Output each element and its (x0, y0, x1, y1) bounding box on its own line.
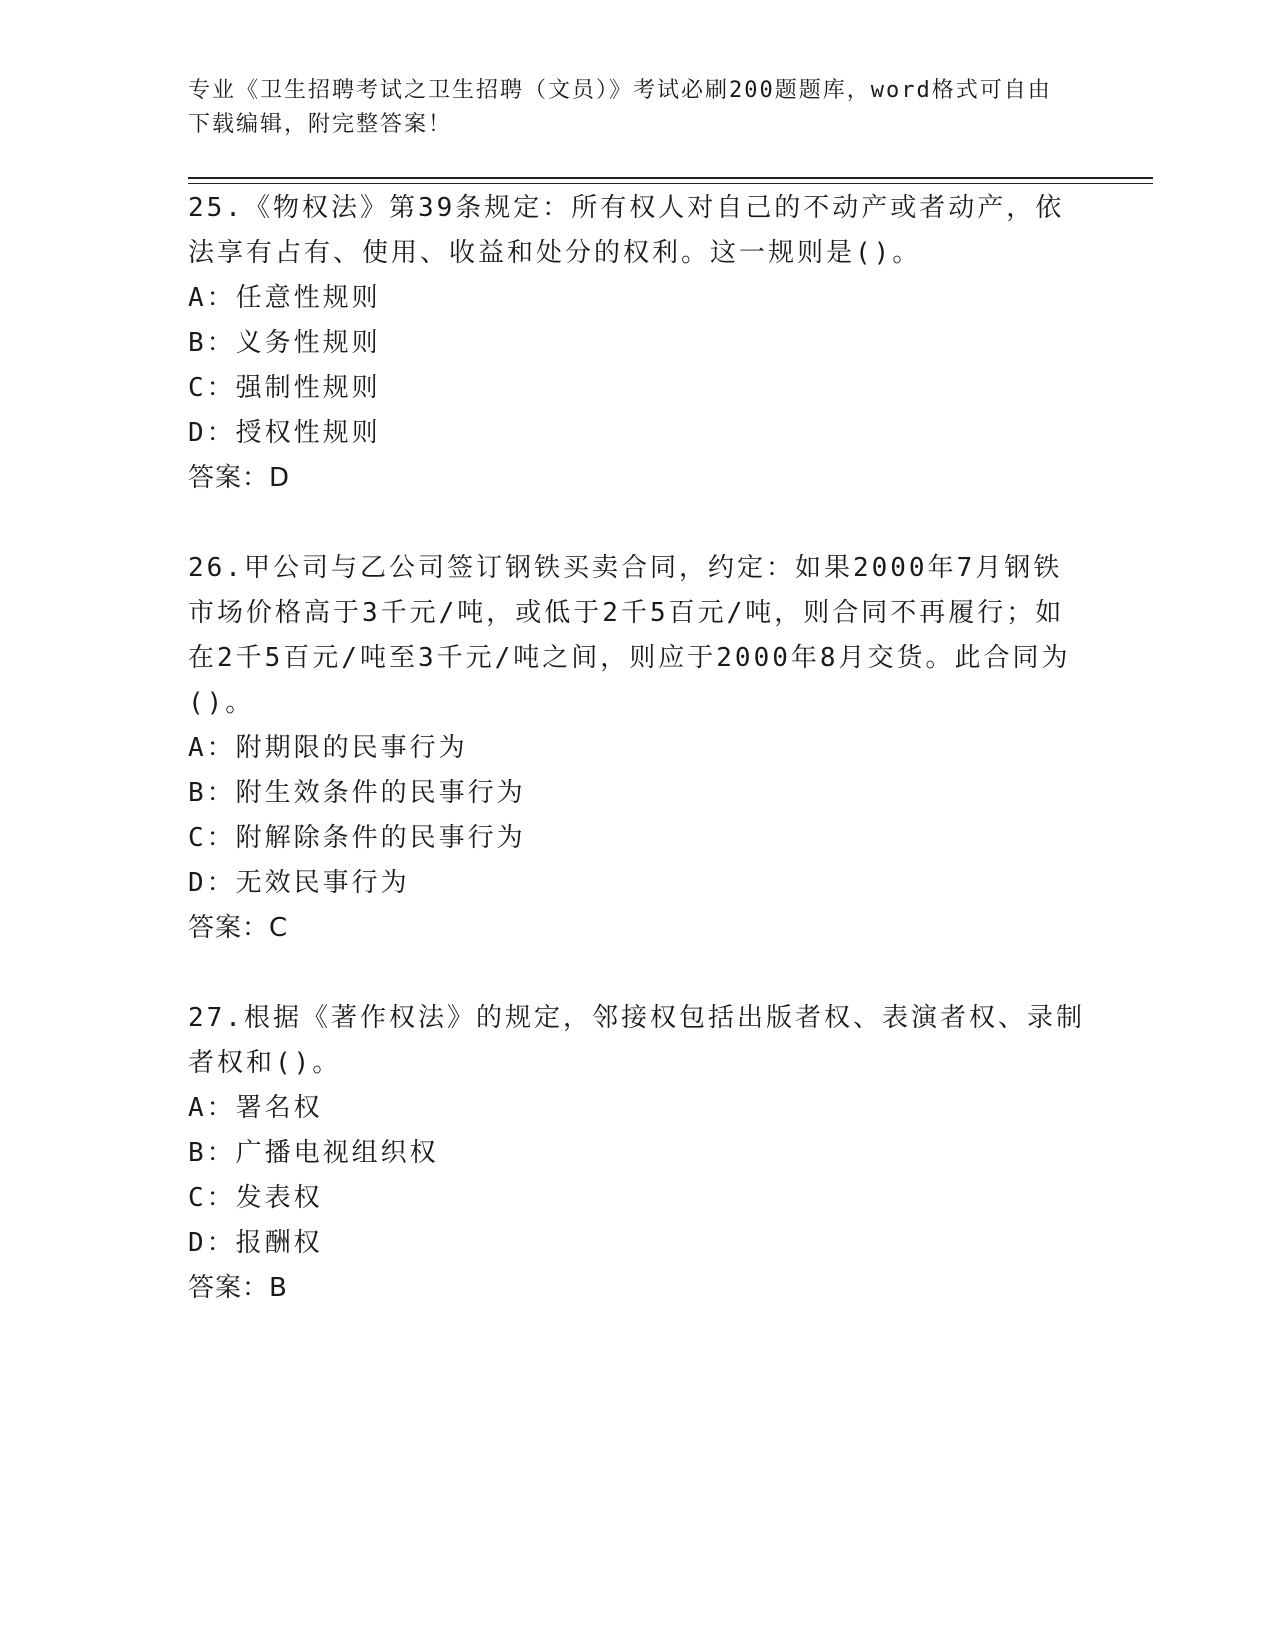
option-a: A：任意性规则 (188, 283, 381, 313)
question-27 (188, 996, 1088, 1311)
answer-value: C (269, 913, 289, 943)
question-stem: 25.《物权法》第39条规定：所有权人对自己的不动产或者动产，依法享有占有、使用、收益和处分的权利。这一规则是()。 (188, 193, 1065, 268)
option-d: D：授权性规则 (188, 418, 381, 448)
option-c: C：发表权 (188, 1183, 323, 1213)
answer-line (188, 456, 1088, 501)
question-stem: 26.甲公司与乙公司签订钢铁买卖合同，约定：如果2000年7月钢铁市场价格高于3千元/吨，或低于2千5百元/吨，则合同不再履行；如在2千5百元/吨至3千元/吨之间，则应于2000年8月交货。此合同为()。 (188, 553, 1071, 718)
option-b: B：广播电视组织权 (188, 1138, 439, 1168)
question-stem: 27.根据《著作权法》的规定，邻接权包括出版者权、表演者权、录制者权和()。 (188, 1003, 1085, 1078)
answer-value: B (269, 1273, 288, 1303)
answer-line (188, 906, 1088, 951)
answer-line (188, 1266, 1088, 1311)
option-d: D：报酬权 (188, 1228, 323, 1258)
option-b: B：附生效条件的民事行为 (188, 778, 526, 808)
document-header: 专业《卫生招聘考试之卫生招聘（文员）》考试必刷200题题库，word格式可自由下载编辑，附完整答案！ (188, 78, 1052, 137)
option-c: C：强制性规则 (188, 373, 381, 403)
question-26 (188, 546, 1088, 951)
answer-value: D (269, 463, 291, 493)
question-25 (188, 186, 1088, 501)
header-divider-thin (188, 183, 1153, 184)
option-c: C：附解除条件的民事行为 (188, 823, 526, 853)
answer-label: 答案： (188, 913, 270, 943)
option-a: A：附期限的民事行为 (188, 733, 468, 763)
option-b: B：义务性规则 (188, 328, 381, 358)
header-divider-thick (188, 177, 1153, 179)
option-d: D：无效民事行为 (188, 868, 410, 898)
option-a: A：署名权 (188, 1093, 323, 1123)
answer-label: 答案： (188, 463, 270, 493)
answer-label: 答案： (188, 1273, 270, 1303)
